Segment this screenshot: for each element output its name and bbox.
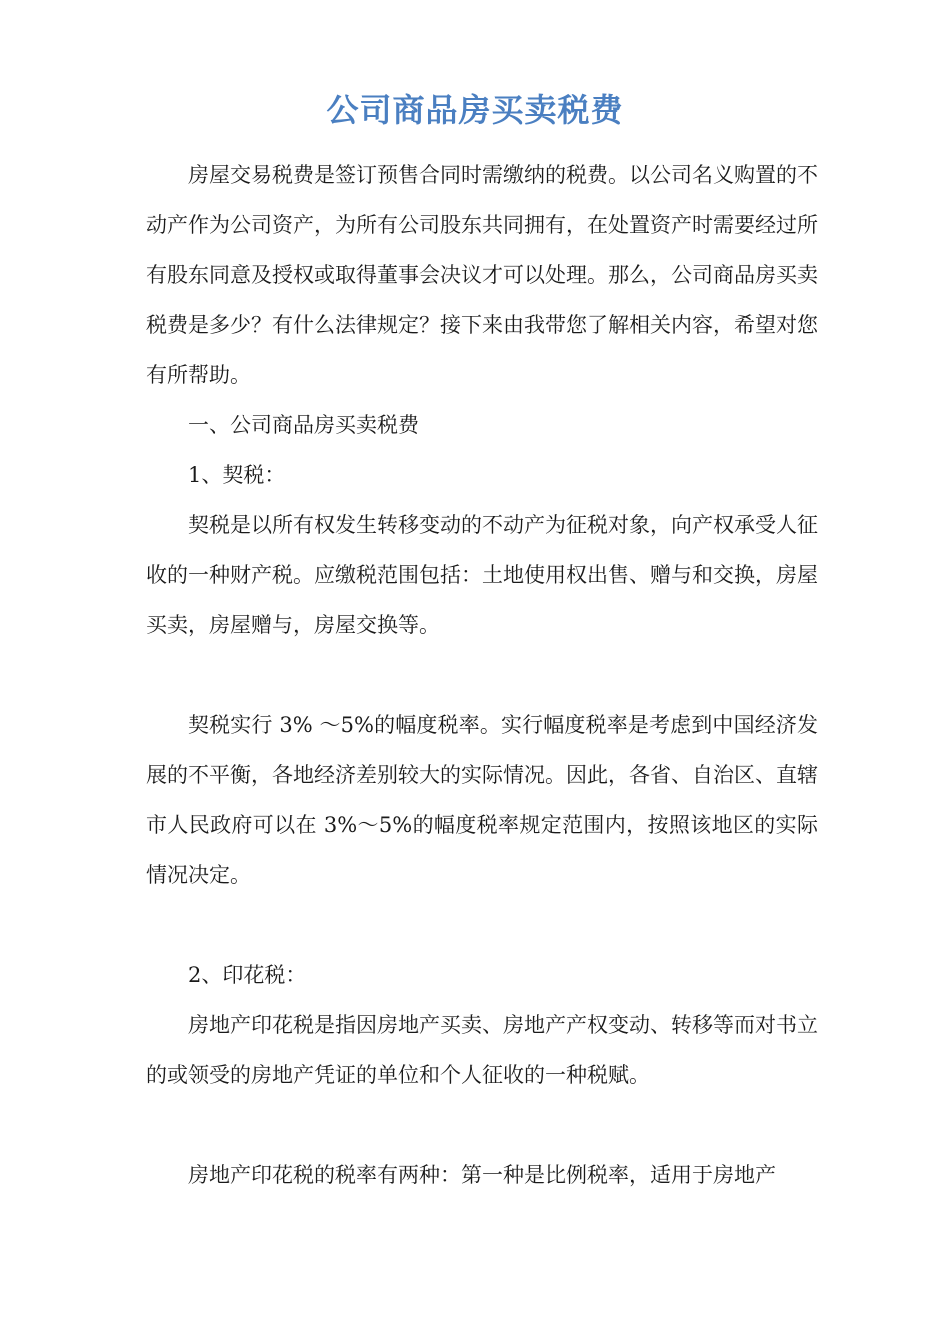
section-heading-1: 一、公司商品房买卖税费 xyxy=(188,413,419,437)
document-title: 公司商品房买卖税费 xyxy=(326,91,624,129)
subheading-deed-tax: 1、契税： xyxy=(188,463,286,487)
paragraph-stamp-tax-rate: 房地产印花税的税率有两种：第一种是比例税率，适用于房地产 xyxy=(188,1163,776,1187)
paragraph-deed-tax-definition: 契税是以所有权发生转移变动的不动产为征税对象，向产权承受人征收的一种财产税。应缴税范围包括：土地使用权出售、赠与和交换，房屋买卖，房屋赠与，房屋交换等。 xyxy=(146,513,818,637)
paragraph-intro: 房屋交易税费是签订预售合同时需缴纳的税费。以公司名义购置的不动产作为公司资产，为所有公司股东共同拥有，在处置资产时需要经过所有股东同意及授权或取得董事会决议才可以处理。那么，公司商品房买卖税费是多少？有什么法律规定？接下来由我带您了解相关内容，希望对您有所帮助。 xyxy=(146,163,818,387)
paragraph-stamp-tax-definition: 房地产印花税是指因房地产买卖、房地产产权变动、转移等而对书立的或领受的房地产凭证的单位和个人征收的一种税赋。 xyxy=(146,1013,818,1087)
blank-line xyxy=(146,1100,818,1150)
paragraph-deed-tax-rate: 契税实行 3% ～5%的幅度税率。实行幅度税率是考虑到中国经济发展的不平衡，各地经济差别较大的实际情况。因此，各省、自治区、直辖市人民政府可以在 3%～5%的幅度税率规定范围内，按照该地区的实际情况决定。 xyxy=(146,713,818,887)
subheading-stamp-tax: 2、印花税： xyxy=(188,963,307,987)
blank-line xyxy=(146,650,818,700)
document-body xyxy=(146,150,818,1200)
blank-line xyxy=(146,900,818,950)
